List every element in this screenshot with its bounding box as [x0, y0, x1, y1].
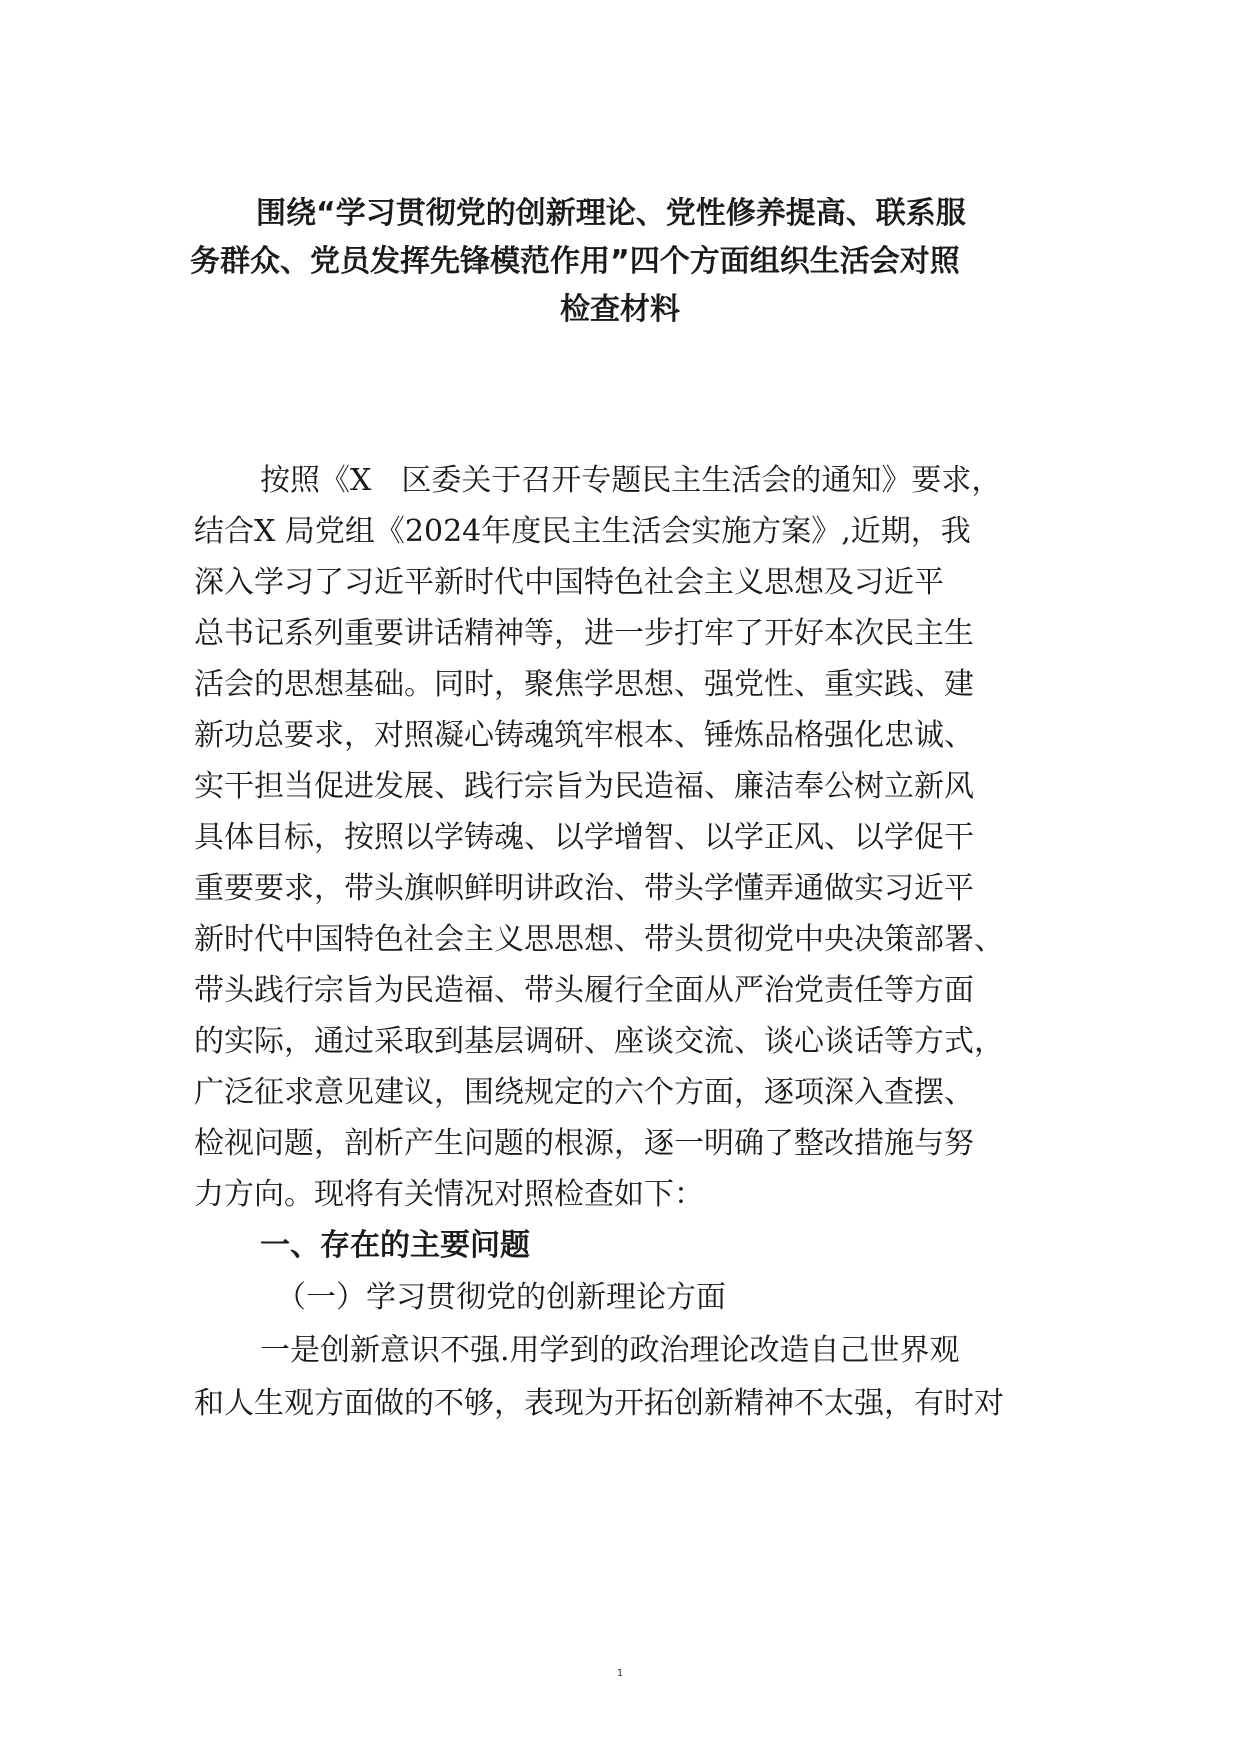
text-line: 结合X 局党组《2024年度民主生活会实施方案》,近期，我 [194, 514, 971, 549]
intro-paragraph [194, 455, 1054, 1220]
title-line: 检查材料 [560, 292, 680, 327]
text-line: 具体目标，按照以学铸魂、以学增智、以学正风、以学促干 [194, 820, 974, 855]
problem-paragraph [194, 1324, 1054, 1430]
page-number: 1 [616, 1668, 624, 1679]
text-line: 重要要求，带头旗帜鲜明讲政治、带头学懂弄通做实习近平 [194, 871, 974, 906]
document-title [190, 190, 1050, 334]
text-line: 新时代中国特色社会主义思思想、带头贯彻党中央决策部署、 [194, 922, 1004, 957]
text-line: 带头践行宗旨为民造福、带头履行全面从严治党责任等方面 [194, 973, 974, 1008]
text-line: 按照《X 区委关于召开专题民主生活会的通知》要求， [260, 463, 1002, 498]
text-line: 的实际，通过采取到基层调研、座谈交流、谈心谈话等方式， [194, 1024, 1004, 1059]
text-line: 力方向。现将有关情况对照检查如下： [194, 1177, 704, 1212]
text-line: 一是创新意识不强.用学到的政治理论改造自己世界观 [260, 1333, 960, 1368]
section-heading: 一、存在的主要问题 [260, 1228, 530, 1263]
document-body [194, 455, 1054, 1430]
subsection-heading: （一）学习贯彻党的创新理论方面 [276, 1280, 726, 1315]
text-line: 实干担当促进发展、践行宗旨为民造福、廉洁奉公树立新风 [194, 769, 974, 804]
text-line: 深入学习了习近平新时代中国特色社会主义思想及习近平 [194, 565, 944, 600]
text-line: 广泛征求意见建议，围绕规定的六个方面，逐项深入查摆、 [194, 1075, 974, 1110]
text-line: 总书记系列重要讲话精神等，进一步打牢了开好本次民主生 [194, 616, 974, 651]
text-line: 活会的思想基础。同时，聚焦学思想、强党性、重实践、建 [194, 667, 974, 702]
title-line: 务群众、党员发挥先锋模范作用”四个方面组织生活会对照 [190, 244, 960, 279]
text-line: 检视问题，剖析产生问题的根源，逐一明确了整改措施与努 [194, 1126, 974, 1161]
text-line: 和人生观方面做的不够，表现为开拓创新精神不太强，有时对 [194, 1386, 1004, 1421]
text-line: 新功总要求，对照凝心铸魂筑牢根本、锤炼品格强化忠诚、 [194, 718, 974, 753]
title-line: 围绕“学习贯彻党的创新理论、党性修养提高、联系服 [256, 196, 966, 231]
